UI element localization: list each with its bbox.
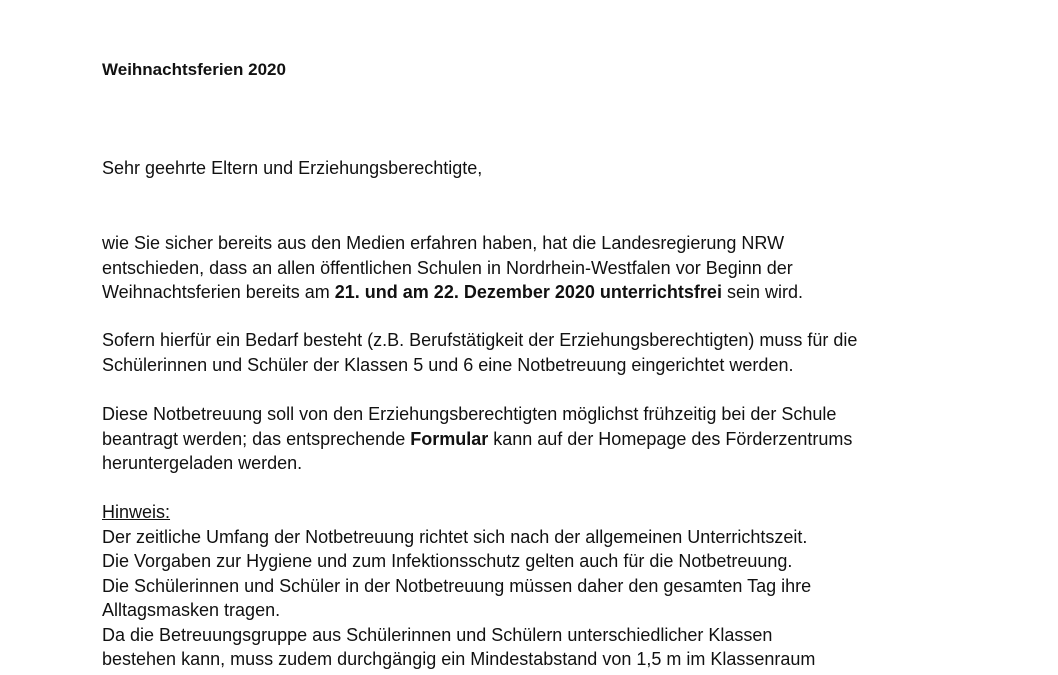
paragraph-text: beantragt werden; das entsprechende	[102, 428, 411, 449]
paragraph-line: Schülerinnen und Schüler der Klassen 5 und 6 eine Notbetreuung eingerichtet werden.	[102, 354, 794, 375]
paragraph-emergency-care	[102, 328, 857, 377]
document-title: Weihnachtsferien 2020	[102, 60, 286, 79]
notice-heading: Hinweis:	[102, 502, 171, 522]
paragraph-line: Diese Notbetreuung soll von den Erziehungsberechtigten möglichst frühzeitig bei der Schule	[102, 404, 837, 424]
paragraph-school-closure	[102, 231, 803, 305]
document-page	[102, 0, 1032, 675]
paragraph-application	[102, 402, 852, 476]
paragraph-text: kann auf der Homepage des Förderzentrums	[488, 428, 853, 449]
notice-section	[102, 500, 815, 672]
notice-line: bestehen kann, muss zudem durchgängig ein Mindestabstand von 1,5 m im Klassenraum	[102, 649, 816, 669]
notice-line: Die Schülerinnen und Schüler in der Notbetreuung müssen daher den gesamten Tag ihre	[102, 575, 812, 596]
paragraph-line	[102, 427, 852, 452]
salutation: Sehr geehrte Eltern und Erziehungsberechtigte,	[102, 158, 483, 178]
paragraph-text: Weihnachtsferien bereits am	[102, 282, 335, 302]
notice-line: Da die Betreuungsgruppe aus Schülerinnen und Schülern unterschiedlicher Klassen	[102, 624, 773, 645]
paragraph-text: sein wird.	[721, 282, 803, 302]
paragraph-line: heruntergeladen werden.	[102, 453, 303, 473]
paragraph-line: wie Sie sicher bereits aus den Medien erfahren haben, hat die Landesregierung NRW	[102, 233, 785, 253]
form-reference: Formular	[410, 428, 489, 449]
paragraph-line: entschieden, dass an allen öffentlichen Schulen in Nordrhein-Westfalen vor Beginn der	[102, 257, 793, 278]
notice-line: Alltagsmasken tragen.	[102, 600, 281, 620]
paragraph-line: Sofern hierfür ein Bedarf besteht (z.B. Berufstätigkeit der Erziehungsberechtigten) muss für die	[102, 330, 858, 350]
notice-line: Die Vorgaben zur Hygiene und zum Infektionsschutz gelten auch für die Notbetreuung.	[102, 551, 793, 571]
highlighted-dates: 21. und am 22. Dezember 2020 unterrichtsfrei	[334, 282, 722, 302]
paragraph-line	[102, 280, 803, 305]
notice-line: Der zeitliche Umfang der Notbetreuung richtet sich nach der allgemeinen Unterrichtszeit.	[102, 526, 808, 547]
